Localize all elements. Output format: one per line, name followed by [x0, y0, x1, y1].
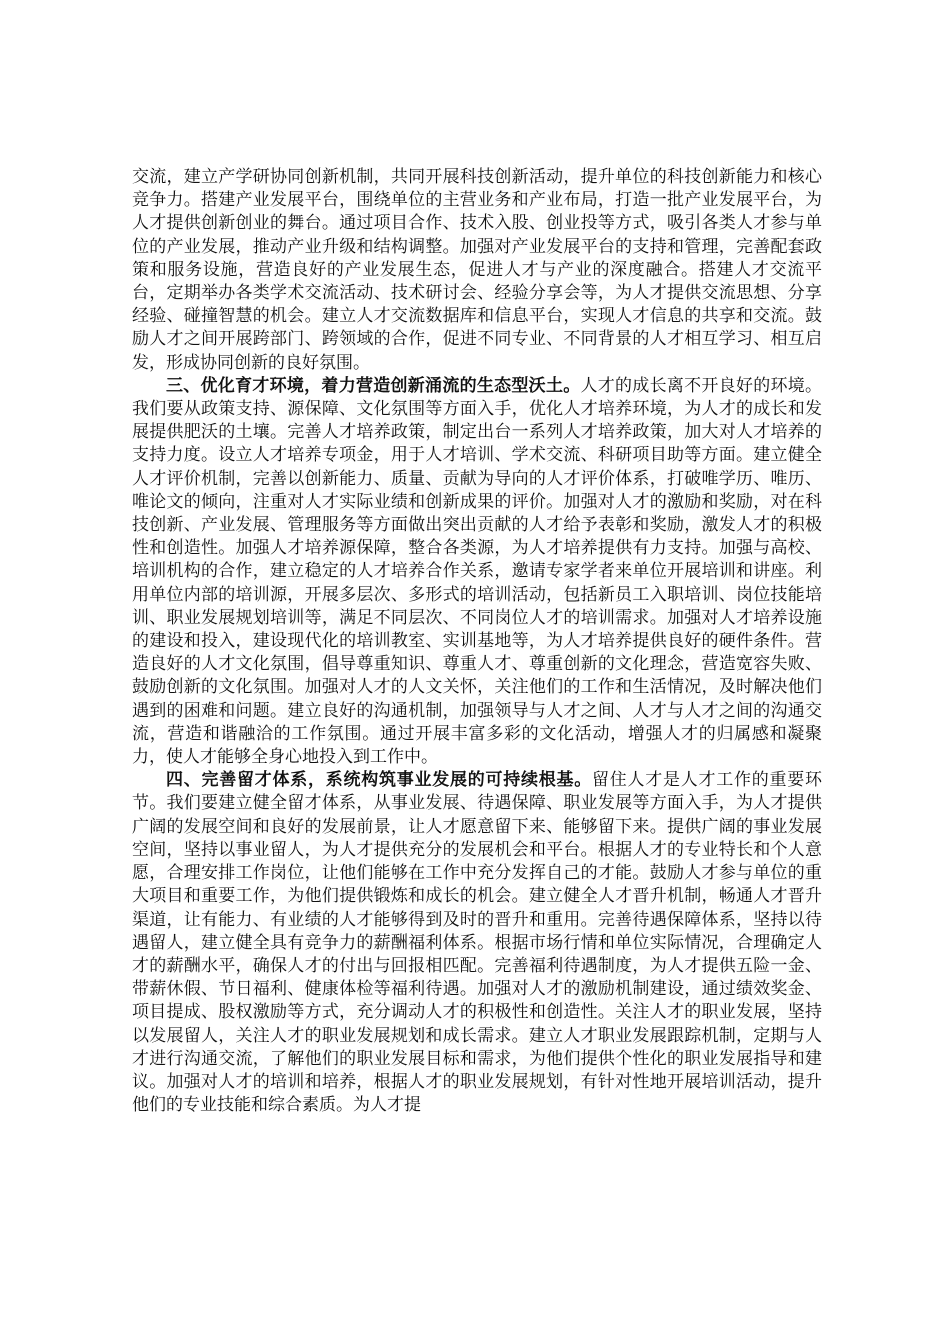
paragraph-section-three: [132, 375, 822, 769]
paragraph-continued: [132, 166, 822, 375]
paragraph-text: 留住人才是人才工作的重要环节。我们要建立健全留才体系，从事业发展、待遇保障、职业发展等方面入手，为人才提供广阔的发展空间和良好的发展前景，让人才愿意留下来、能够留下来。提供广阔的事业发展空间，坚持以事业留人，为人才提供充分的发展机会和平台。根据人才的专业特长和个人意愿，合理安排工作岗位，让他们能够在工作中充分发挥自己的才能。鼓励人才参与单位的重大项目和重要工作，为他们提供锻炼和成长的机会。建立健全人才晋升机制，畅通人才晋升渠道，让有能力、有业绩的人才能够得到及时的晋升和重用。完善待遇保障体系，坚持以待遇留人，建立健全具有竞争力的薪酬福利体系。根据市场行情和单位实际情况，合理确定人才的薪酬水平，确保人才的付出与回报相匹配。完善福利待遇制度，为人才提供五险一金、带薪休假、节日福利、健康体检等福利待遇。加强对人才的激励机制建设，通过绩效奖金、项目提成、股权激励等方式，充分调动人才的积极性和创造性。关注人才的职业发展，坚持以发展留人，关注人才的职业发展规划和成长需求。建立人才职业发展跟踪机制，定期与人才进行沟通交流，了解他们的职业发展目标和需求，为他们提供个性化的职业发展指导和建议。加强对人才的培训和培养，根据人才的职业发展规划，有针对性地开展培训活动，提升他们的专业技能和综合素质。为人才提: [132, 770, 822, 1116]
section-heading: 三、优化育才环境，着力营造创新涌流的生态型沃土。: [166, 375, 581, 396]
paragraph-section-four: [132, 769, 822, 1117]
paragraph-text: 交流，建立产学研协同创新机制，共同开展科技创新活动，提升单位的科技创新能力和核心竞争力。搭建产业发展平台，围绕单位的主营业务和产业布局，打造一批产业发展平台，为人才提供创新创业的舞台。通过项目合作、技术入股、创业投等方式，吸引各类人才参与单位的产业发展，推动产业升级和结构调整。加强对产业发展平台的支持和管理，完善配套政策和服务设施，营造良好的产业发展生态，促进人才与产业的深度融合。搭建人才交流平台，定期举办各类学术交流活动、技术研讨会、经验分享会等，为人才提供交流思想、分享经验、碰撞智慧的机会。建立人才交流数据库和信息平台，实现人才信息的共享和交流。鼓励人才之间开展跨部门、跨领域的合作，促进不同专业、不同背景的人才相互学习、相互启发，形成协同创新的良好氛围。: [132, 167, 822, 373]
document-body: [132, 166, 822, 1117]
paragraph-text: 人才的成长离不开良好的环境。我们要从政策支持、源保障、文化氛围等方面入手，优化人才培养环境，为人才的成长和发展提供肥沃的土壤。完善人才培养政策，制定出台一系列人才培养政策，加大对人才培养的支持力度。设立人才培养专项金，用于人才培训、学术交流、科研项目助等方面。建立健全人才评价机制，完善以创新能力、质量、贡献为导向的人才评价体系，打破唯学历、唯历、唯论文的倾向，注重对人才实际业绩和创新成果的评价。加强对人才的激励和奖励，对在科技创新、产业发展、管理服务等方面做出突出贡献的人才给予表彰和奖励，激发人才的积极性和创造性。加强人才培养源保障，整合各类源，为人才培养提供有力支持。加强与高校、培训机构的合作，建立稳定的人才培养合作关系，邀请专家学者来单位开展培训和讲座。利用单位内部的培训源，开展多层次、多形式的培训活动，包括新员工入职培训、岗位技能培训、职业发展规划培训等，满足不同层次、不同岗位人才的培训需求。加强对人才培养设施的建设和投入，建设现代化的培训教室、实训基地等，为人才培养提供良好的硬件条件。营造良好的人才文化氛围，倡导尊重知识、尊重人才、尊重创新的文化理念，营造宽容失败、鼓励创新的文化氛围。加强对人才的人文关怀，关注他们的工作和生活情况，及时解决他们遇到的困难和问题。建立良好的沟通机制，加强领导与人才之间、人才与人才之间的沟通交流，营造和谐融洽的工作氛围。通过开展丰富多彩的文化活动，增强人才的归属感和凝聚力，使人才能够全身心地投入到工作中。: [132, 375, 823, 768]
section-heading: 四、完善留才体系，系统构筑事业发展的可持续根基。: [166, 770, 592, 791]
